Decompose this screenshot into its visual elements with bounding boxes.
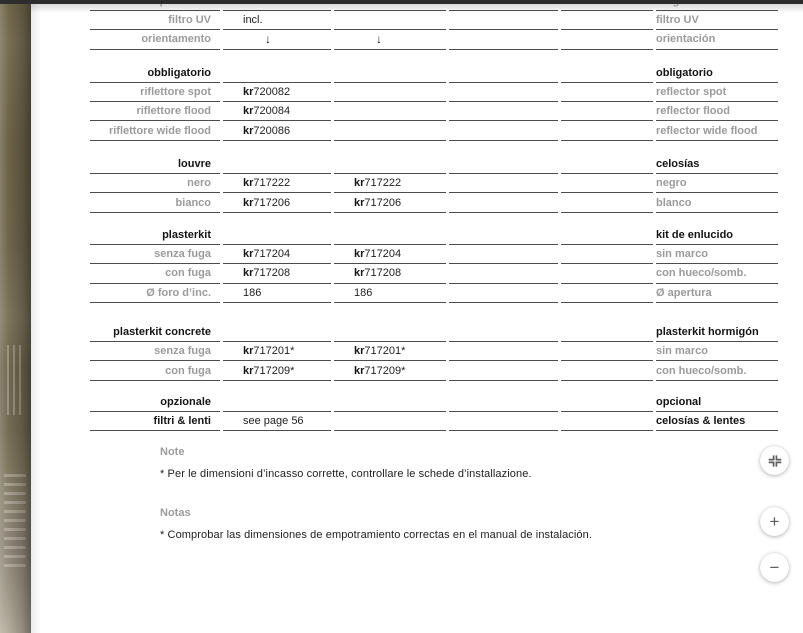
label-es-cell: Ø apertura: [656, 284, 778, 303]
table-row: [90, 342, 778, 361]
note-title-es: Notas: [160, 507, 191, 519]
label-it-cell: con fuga: [90, 361, 220, 380]
value-cell: kr 717206: [223, 193, 331, 212]
table-row: [90, 102, 778, 121]
table-row: [90, 264, 778, 283]
value-cell: [334, 393, 446, 412]
fit-to-page-button[interactable]: [760, 446, 789, 475]
note-text-it: * Per le dimensioni d’incasso corrette, controllare le schede d’installazione.: [160, 468, 532, 480]
label-es-cell: plasterkit hormigón: [656, 323, 778, 342]
minus-icon: −: [769, 558, 780, 577]
label-es-cell: con hueco/somb.: [656, 361, 778, 380]
section-header-row: [90, 64, 778, 83]
label-es-cell: opcional: [656, 393, 778, 412]
label-es-cell: kit de enlucido: [656, 226, 778, 245]
value-cell: [449, 64, 558, 83]
value-cell: kr 720084: [223, 102, 331, 121]
value-cell: [561, 11, 653, 30]
label-es-cell: celosías & lentes: [656, 412, 778, 431]
value-cell: kr 720082: [223, 83, 331, 102]
value-cell: [334, 121, 446, 140]
orientation-arrow-icon: ↓: [265, 32, 271, 47]
zoom-in-button[interactable]: [760, 507, 789, 536]
label-it-cell: Ø foro d’inc.: [90, 284, 220, 303]
section-header-row: [90, 323, 778, 342]
value-cell: [223, 30, 331, 49]
value-cell: [334, 226, 446, 245]
value-cell: [561, 155, 653, 174]
value-cell: [561, 174, 653, 193]
value-cell: [449, 361, 558, 380]
viewer-top-bar: [0, 0, 803, 4]
note-title-it: Note: [160, 446, 185, 458]
page-edge-texture: [4, 474, 26, 569]
value-cell: [561, 193, 653, 212]
value-cell: kr 717204: [334, 245, 446, 264]
value-cell: kr 717222: [223, 174, 331, 193]
plus-icon: +: [769, 512, 780, 531]
value-cell: [449, 342, 558, 361]
value-cell: kr 717201*: [334, 342, 446, 361]
value-cell: [334, 323, 446, 342]
label-es-cell: sin marco: [656, 245, 778, 264]
label-it-cell: plasterkit concrete: [90, 323, 220, 342]
value-cell: [561, 102, 653, 121]
label-it-cell: senza fuga: [90, 245, 220, 264]
label-es-cell: blanco: [656, 193, 778, 212]
label-es-cell: reflector wide flood: [656, 121, 778, 140]
label-it-cell: obbligatorio: [90, 64, 220, 83]
value-cell: kr 717206: [334, 193, 446, 212]
label-es-cell: orientación: [656, 30, 778, 49]
value-cell: [334, 155, 446, 174]
value-cell: [561, 264, 653, 283]
value-cell: 186: [334, 284, 446, 303]
value-cell: kr 717222: [334, 174, 446, 193]
value-cell: kr 717208: [223, 264, 331, 283]
label-es-cell: con hueco/somb.: [656, 264, 778, 283]
value-cell: [561, 245, 653, 264]
value-cell: [561, 284, 653, 303]
value-cell: [223, 393, 331, 412]
label-it-cell: riflettore flood: [90, 102, 220, 121]
label-es-cell: reflector spot: [656, 83, 778, 102]
spec-table: [90, 0, 778, 431]
value-cell: [449, 155, 558, 174]
value-cell: [449, 412, 558, 431]
value-cell: 186: [223, 284, 331, 303]
value-cell: [223, 226, 331, 245]
table-row: [90, 11, 778, 30]
section-header-row: [90, 155, 778, 174]
notes-block: [160, 446, 740, 542]
value-cell: incl.: [223, 11, 331, 30]
table-row: [90, 121, 778, 140]
value-cell: [449, 174, 558, 193]
label-it-cell: plasterkit: [90, 226, 220, 245]
value-cell: [561, 64, 653, 83]
value-cell: [449, 102, 558, 121]
value-cell: [334, 412, 446, 431]
value-cell: [449, 393, 558, 412]
value-cell: [561, 361, 653, 380]
value-cell: [223, 323, 331, 342]
table-section: [90, 64, 778, 141]
orientation-arrow-icon: ↓: [376, 32, 382, 47]
table-row: [90, 30, 778, 49]
label-es-cell: obligatorio: [656, 64, 778, 83]
value-cell: [561, 342, 653, 361]
table-row: [90, 361, 778, 380]
value-cell: [449, 121, 558, 140]
table-row: [90, 412, 778, 431]
compress-icon: [768, 454, 782, 468]
label-it-cell: riflettore spot: [90, 83, 220, 102]
label-it-cell: orientamento: [90, 30, 220, 49]
value-cell: [449, 264, 558, 283]
label-it-cell: louvre: [90, 155, 220, 174]
table-section: [90, 0, 778, 50]
label-es-cell: negro: [656, 174, 778, 193]
value-cell: kr 717208: [334, 264, 446, 283]
label-it-cell: senza fuga: [90, 342, 220, 361]
section-header-row: [90, 226, 778, 245]
value-cell: [561, 83, 653, 102]
value-cell: [449, 193, 558, 212]
label-es-cell: filtro UV: [656, 11, 778, 30]
value-cell: [561, 30, 653, 49]
table-section: [90, 226, 778, 303]
value-cell: kr 717201*: [223, 342, 331, 361]
value-cell: [449, 11, 558, 30]
section-header-row: [90, 393, 778, 412]
label-es-cell: celosías: [656, 155, 778, 174]
value-cell: [561, 393, 653, 412]
label-it-cell: con fuga: [90, 264, 220, 283]
value-cell: [449, 83, 558, 102]
value-cell: [334, 11, 446, 30]
label-es-cell: reflector flood: [656, 102, 778, 121]
label-it-cell: opzionale: [90, 393, 220, 412]
page-edge-texture: [7, 345, 24, 415]
value-cell: kr 717209*: [334, 361, 446, 380]
label-it-cell: riflettore wide flood: [90, 121, 220, 140]
value-cell: [334, 30, 446, 49]
table-section: [90, 323, 778, 381]
label-it-cell: filtro UV: [90, 11, 220, 30]
value-cell: see page 56: [223, 412, 331, 431]
table-row: [90, 284, 778, 303]
table-row: [90, 83, 778, 102]
value-cell: [223, 64, 331, 83]
note-text-es: * Comprobar las dimensiones de empotramiento correctas en el manual de instalación.: [160, 529, 593, 541]
zoom-out-button[interactable]: [760, 553, 789, 582]
value-cell: [449, 284, 558, 303]
label-it-cell: filtri & lenti: [90, 412, 220, 431]
value-cell: [561, 226, 653, 245]
label-it-cell: nero: [90, 174, 220, 193]
value-cell: [561, 121, 653, 140]
value-cell: [334, 102, 446, 121]
value-cell: [561, 412, 653, 431]
value-cell: [223, 155, 331, 174]
value-cell: [334, 64, 446, 83]
label-es-cell: sin marco: [656, 342, 778, 361]
adjacent-page-edge[interactable]: [0, 4, 31, 633]
label-it-cell: bianco: [90, 193, 220, 212]
table-row: [90, 245, 778, 264]
value-cell: [449, 245, 558, 264]
value-cell: [561, 323, 653, 342]
table-row: [90, 193, 778, 212]
value-cell: [449, 226, 558, 245]
value-cell: kr 717204: [223, 245, 331, 264]
table-section: [90, 155, 778, 213]
value-cell: [334, 83, 446, 102]
value-cell: [449, 30, 558, 49]
value-cell: kr 720086: [223, 121, 331, 140]
table-section: [90, 393, 778, 432]
value-cell: [449, 323, 558, 342]
value-cell: kr 717209*: [223, 361, 331, 380]
table-row: [90, 174, 778, 193]
